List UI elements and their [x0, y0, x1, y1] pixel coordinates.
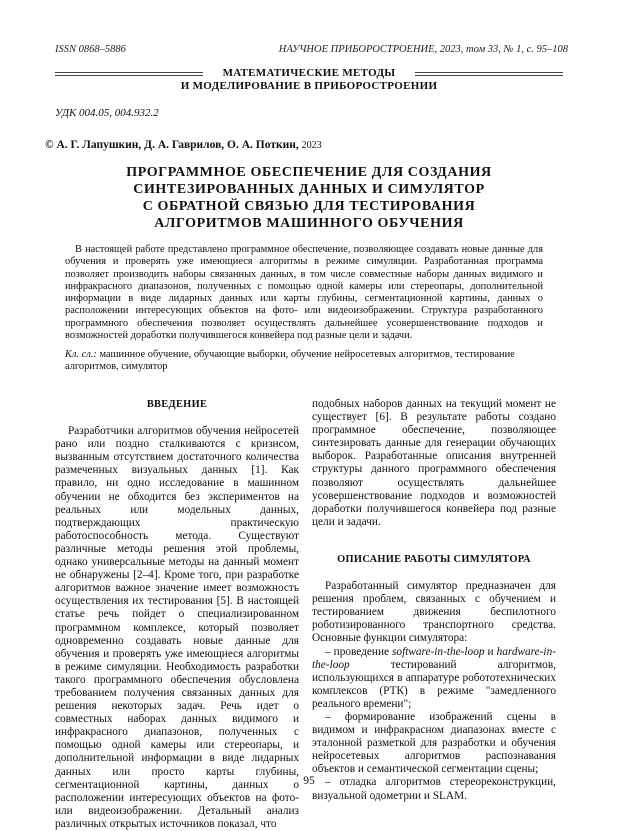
- abstract: В настоящей работе представлено программное обеспечение, позволяющее создавать новые данные для обучения и проверять уже имеющиеся алгоритмы в режиме симуляции. Разработанная программа позволяет производить наборы связанных данных, в том числе совместные наборы данных видимого и инфракрасного диапазонов, полученных с помощью одной камеры или стереопары, дополнительной информации в виде лидарных данных или карты глубины, сегментационной картины, данных о расположении интересующих объектов на фото- или видеоизображении. Структура разработанного программного обеспечения позволяет осуществлять дальнейшее усовершенствование подходов и возможностей доработки получившегося конвейера под разные цели и задачи.: [65, 244, 543, 342]
- article-title: [0, 164, 618, 232]
- item1-hil: hardware-in-the-loop: [312, 645, 556, 671]
- simulator-item-2: – формирование изображений сцены в видимом и инфракрасном диапазонах вместе с эталонной разметкой для разработки и обучения нейросетевых алгоритмов распознавания объектов и семантической сегментации сцены;: [312, 710, 556, 776]
- author-names: А. Г. Лапушкин, Д. А. Гаврилов, О. А. Поткин,: [56, 139, 299, 151]
- title-line4: АЛГОРИТМОВ МАШИННОГО ОБУЧЕНИЯ: [154, 216, 464, 231]
- page-number: 95: [303, 775, 315, 787]
- item1-post: тестирований алгоритмов, использующихся в аппаратуре робототехнических комплексов (РТК) в режиме "замедленного реального времени";: [312, 658, 556, 710]
- item1-mid: и: [484, 645, 497, 658]
- title-line1: ПРОГРАММНОЕ ОБЕСПЕЧЕНИЕ ДЛЯ СОЗДАНИЯ: [126, 165, 492, 180]
- journal-header: НАУЧНОЕ ПРИБОРОСТРОЕНИЕ, 2023, том 33, № 1, c. 95–108: [278, 44, 568, 55]
- item1-pre: – проведение: [325, 645, 393, 658]
- section-title-line1: МАТЕМАТИЧЕСКИЕ МЕТОДЫ: [222, 67, 396, 79]
- publication-year: 2023: [301, 140, 322, 151]
- right-column: [312, 398, 556, 803]
- intro-paragraph-2: подобных наборов данных на текущий момент не существует [6]. В результате работы создано программное обеспечение, позволяющее синтезировать данные для генерации обучающих выборок. Разработанные описания внутренней структуры данного программного обеспечения позволяют осуществлять дальнейшее усовершенствование подходов и возможностей доработки получившегося конвейера под разные цели и задачи.: [312, 398, 556, 528]
- keywords: [65, 349, 543, 374]
- simulator-item-1: [312, 646, 556, 711]
- title-line3: С ОБРАТНОЙ СВЯЗЬЮ ДЛЯ ТЕСТИРОВАНИЯ: [142, 199, 476, 214]
- udk-code: УДК 004.05, 004.932.2: [55, 107, 159, 119]
- simulator-paragraph-1: Разработанный симулятор предназначен для решения проблем, связанных с обучением и тестированием движения беспилотного роботизированного транспортного средства. Основные функции симулятора:: [312, 580, 556, 645]
- simulator-heading: ОПИСАНИЕ РАБОТЫ СИМУЛЯТОРА: [337, 553, 531, 565]
- section-title: [0, 67, 618, 92]
- left-column: [55, 398, 299, 831]
- keywords-text: машинное обучение, обучающие выборки, обучение нейросетевых алгоритмов, тестирование алгоритмов, симулятор: [65, 349, 515, 373]
- issn-header: ISSN 0868–5886: [55, 44, 126, 55]
- item1-sil: software-in-the-loop: [392, 645, 485, 658]
- copyright-sign: ©: [45, 139, 54, 151]
- simulator-item-3: – отладка алгоритмов стереореконструкции, визуальной одометрии и SLAM.: [312, 776, 556, 802]
- title-line2: СИНТЕЗИРОВАННЫХ ДАННЫХ И СИМУЛЯТОР: [133, 182, 485, 197]
- authors-line: [45, 139, 322, 151]
- intro-heading: ВВЕДЕНИЕ: [146, 399, 208, 410]
- section-title-line2: И МОДЕЛИРОВАНИЕ В ПРИБОРОСТРОЕНИИ: [180, 79, 438, 92]
- keywords-label: Кл. сл.:: [65, 349, 97, 360]
- intro-paragraph-1: Разработчики алгоритмов обучения нейросетей рано или поздно сталкиваются с кризисом, вызванным отсутствием достаточного количества размеченных визуальных данных [1]. Как правило, ни одно исследование в машинном обучении не обходится без экспериментов на реальных или модельных данных, подтверждающих практическую работоспособность метода. Существуют различные методы решения этой проблемы, однако универсальные методы на данный момент не обнаружены [2–4]. Кроме того, при разработке алгоритмов важное значение имеет возможность осуществления их тестирования [5]. В настоящей статье речь пойдет о специализированном программном комплексе, который позволяет одновременно создавать новые данные для обучения и проверять уже имеющиеся алгоритмы в режиме симуляции. Необходимость разработки такого программного обеспечения обусловлена требованием получения связанных данных для решения некоторых задач. Речь идет о совместных наборах данных видимого и инфракрасного диапазонов, полученных с помощью одной камеры или стереопары, и дополнительной информации в виде лидарных данных или просто карты глубины, сегментационной картины, данных о расположении интересующих объектов на фото- или видеоизображении. Детальный анализ различных открытых источников показал, что: [55, 425, 299, 830]
